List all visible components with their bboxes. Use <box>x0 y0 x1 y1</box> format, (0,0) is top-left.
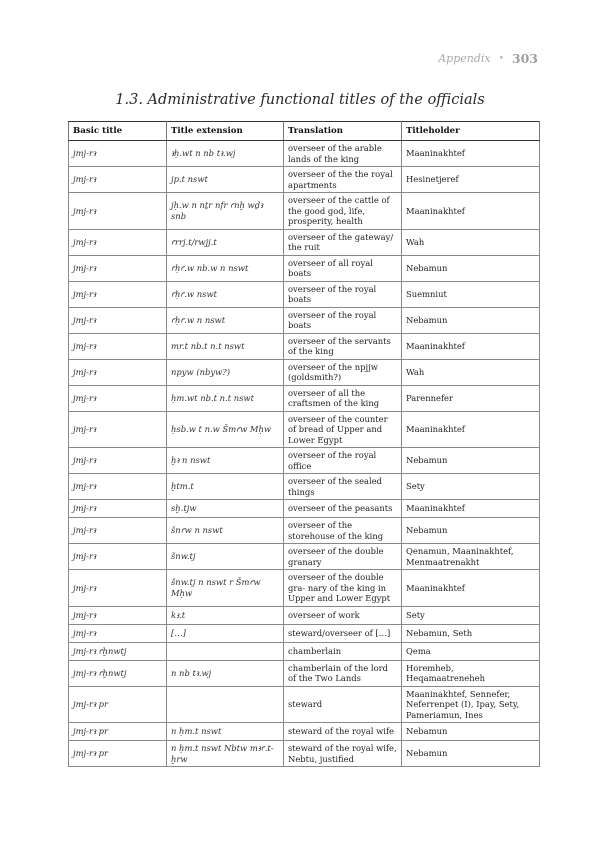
titleholder-cell: Maaninakhtef <box>402 570 540 607</box>
titleholder-cell: Sety <box>402 474 540 500</box>
titleholder-cell: Maaninakhtef, Sennefer, Neferrenpet (I), Ipay, Sety, Pameriamun, Ines <box>402 686 540 723</box>
translation-cell: overseer of the storehouse of the king <box>284 518 402 544</box>
table-row <box>69 741 540 767</box>
basic-title-cell: jmj-rꜣ pr <box>69 723 167 741</box>
titleholder-cell: Maaninakhtef <box>402 333 540 359</box>
basic-title-cell: jmj-rꜣ <box>69 624 167 642</box>
titleholder-cell: Nebamun <box>402 307 540 333</box>
table-row <box>69 333 540 359</box>
page-number: 303 <box>511 51 538 66</box>
basic-title-cell: jmj-rꜣ ꜥḫnwtj <box>69 660 167 686</box>
translation-cell: overseer of the double granary <box>284 544 402 570</box>
titleholder-cell: Hesinetjeref <box>402 167 540 193</box>
table-row <box>69 642 540 660</box>
basic-title-cell: jmj-rꜣ <box>69 141 167 167</box>
title-extension-cell: mr.t nb.t n.t nswt <box>167 333 284 359</box>
table-row <box>69 193 540 230</box>
titleholder-cell: Horemheb, Heqamaatreneheh <box>402 660 540 686</box>
table-row <box>69 723 540 741</box>
titleholder-cell: Nebamun <box>402 448 540 474</box>
translation-cell: overseer of the gateway/ the ruit <box>284 229 402 255</box>
translation-cell: overseer of the double gra- nary of the king in Upper and Lower Egypt <box>284 570 402 607</box>
basic-title-cell: jmj-rꜣ <box>69 281 167 307</box>
title-extension-cell: sḫ.tjw <box>167 500 284 518</box>
titles-table <box>68 121 540 767</box>
table-row <box>69 570 540 607</box>
title-extension-cell: šnw.tj n nswt r Šmꜥw Mḥw <box>167 570 284 607</box>
titleholder-cell: Nebamun <box>402 741 540 767</box>
basic-title-cell: jmj-rꜣ pr <box>69 741 167 767</box>
title-extension-cell: šnꜥw n nswt <box>167 518 284 544</box>
titleholder-cell: Qema <box>402 642 540 660</box>
titleholder-cell: Parennefer <box>402 385 540 411</box>
basic-title-cell: jmj-rꜣ <box>69 500 167 518</box>
titleholder-cell: Maaninakhtef <box>402 193 540 230</box>
table-row <box>69 167 540 193</box>
table-row <box>69 385 540 411</box>
translation-cell: overseer of the royal office <box>284 448 402 474</box>
table-row <box>69 624 540 642</box>
translation-cell: overseer of the the royal apartments <box>284 167 402 193</box>
title-extension-cell: ꜥrrj.t/rwjj.t <box>167 229 284 255</box>
title-extension-cell <box>167 642 284 660</box>
titleholder-cell: Nebamun <box>402 255 540 281</box>
translation-cell: steward <box>284 686 402 723</box>
titleholder-cell: Maaninakhtef <box>402 411 540 448</box>
basic-title-cell: jmj-rꜣ <box>69 385 167 411</box>
table-row <box>69 448 540 474</box>
basic-title-cell: jmj-rꜣ <box>69 229 167 255</box>
column-header: Translation <box>284 122 402 141</box>
translation-cell: chamberlain of the lord of the Two Lands <box>284 660 402 686</box>
basic-title-cell: jmj-rꜣ <box>69 167 167 193</box>
table-row <box>69 686 540 723</box>
basic-title-cell: jmj-rꜣ <box>69 411 167 448</box>
titleholder-cell: Wah <box>402 229 540 255</box>
table-row <box>69 474 540 500</box>
basic-title-cell: jmj-rꜣ <box>69 570 167 607</box>
title-extension-cell: ḥm.wt nb.t n.t nswt <box>167 385 284 411</box>
basic-title-cell: jmj-rꜣ <box>69 359 167 385</box>
title-extension-cell <box>167 686 284 723</box>
translation-cell: steward of the royal wife <box>284 723 402 741</box>
title-extension-cell: ḫꜣ n nswt <box>167 448 284 474</box>
titleholder-cell: Maaninakhtef <box>402 500 540 518</box>
translation-cell: overseer of all royal boats <box>284 255 402 281</box>
basic-title-cell: jmj-rꜣ <box>69 518 167 544</box>
table-row <box>69 255 540 281</box>
section-name: Appendix <box>438 52 491 65</box>
basic-title-cell: jmj-rꜣ <box>69 255 167 281</box>
title-extension-cell: n ḥm.t nswt Nbtw mꜣꜥ.t-ḫrw <box>167 741 284 767</box>
table-row <box>69 359 540 385</box>
title-extension-cell: […] <box>167 624 284 642</box>
table-header-row <box>69 122 540 141</box>
titleholder-cell: Nebamun <box>402 723 540 741</box>
separator-dot: • <box>498 53 504 64</box>
running-head <box>438 51 538 66</box>
titleholder-cell: Nebamun, Seth <box>402 624 540 642</box>
basic-title-cell: jmj-rꜣ <box>69 193 167 230</box>
titleholder-cell: Wah <box>402 359 540 385</box>
table-row <box>69 500 540 518</box>
translation-cell: steward/overseer of […] <box>284 624 402 642</box>
basic-title-cell: jmj-rꜣ <box>69 606 167 624</box>
basic-title-cell: jmj-rꜣ <box>69 333 167 359</box>
title-extension-cell: jp.t nswt <box>167 167 284 193</box>
table-row <box>69 518 540 544</box>
table-row <box>69 307 540 333</box>
table-row <box>69 606 540 624</box>
column-header: Title extension <box>167 122 284 141</box>
title-extension-cell: n ḥm.t nswt <box>167 723 284 741</box>
basic-title-cell: jmj-rꜣ ꜥḫnwtj <box>69 642 167 660</box>
table-row <box>69 544 540 570</box>
title-extension-cell: ꜣḥ.wt n nb tꜣ.wj <box>167 141 284 167</box>
column-header: Basic title <box>69 122 167 141</box>
titleholder-cell: Nebamun <box>402 518 540 544</box>
title-extension-cell: ḫtm.t <box>167 474 284 500</box>
translation-cell: overseer of the cattle of the good god, life, prosperity, health <box>284 193 402 230</box>
translation-cell: overseer of the npjjw (goldsmith?) <box>284 359 402 385</box>
translation-cell: steward of the royal wife, Nebtu, justified <box>284 741 402 767</box>
translation-cell: overseer of the arable lands of the king <box>284 141 402 167</box>
titleholder-cell: Qenamun, Maaninakhtef, Menmaatrenakht <box>402 544 540 570</box>
translation-cell: overseer of all the craftsmen of the king <box>284 385 402 411</box>
column-header: Titleholder <box>402 122 540 141</box>
table-row <box>69 660 540 686</box>
titleholder-cell: Maaninakhtef <box>402 141 540 167</box>
translation-cell: overseer of work <box>284 606 402 624</box>
title-extension-cell: ꜥḥꜥ.w nswt <box>167 281 284 307</box>
translation-cell: overseer of the servants of the king <box>284 333 402 359</box>
basic-title-cell: jmj-rꜣ <box>69 544 167 570</box>
table-body <box>69 141 540 767</box>
basic-title-cell: jmj-rꜣ pr <box>69 686 167 723</box>
translation-cell: overseer of the counter of bread of Upper and Lower Egypt <box>284 411 402 448</box>
translation-cell: overseer of the sealed things <box>284 474 402 500</box>
translation-cell: overseer of the royal boats <box>284 307 402 333</box>
titleholder-cell: Sety <box>402 606 540 624</box>
section-title: 1.3. Administrative functional titles of the officials <box>115 92 485 108</box>
translation-cell: overseer of the royal boats <box>284 281 402 307</box>
titleholder-cell: Suemniut <box>402 281 540 307</box>
basic-title-cell: jmj-rꜣ <box>69 474 167 500</box>
table-row <box>69 229 540 255</box>
basic-title-cell: jmj-rꜣ <box>69 448 167 474</box>
table-row <box>69 411 540 448</box>
basic-title-cell: jmj-rꜣ <box>69 307 167 333</box>
translation-cell: chamberlain <box>284 642 402 660</box>
table-row <box>69 281 540 307</box>
title-extension-cell: ꜥḥꜥ.w n nswt <box>167 307 284 333</box>
title-extension-cell: jḥ.w n nṯr nfr ꜥnḫ wḏꜣ snb <box>167 193 284 230</box>
title-extension-cell: kꜣ.t <box>167 606 284 624</box>
table-row <box>69 141 540 167</box>
title-extension-cell: n nb tꜣ.wj <box>167 660 284 686</box>
title-extension-cell: ꜥḥꜥ.w nb.w n nswt <box>167 255 284 281</box>
title-extension-cell: ḥsb.w t n.w Šmꜥw Mḥw <box>167 411 284 448</box>
title-extension-cell: npyw (nbyw?) <box>167 359 284 385</box>
title-extension-cell: šnw.tj <box>167 544 284 570</box>
translation-cell: overseer of the peasants <box>284 500 402 518</box>
